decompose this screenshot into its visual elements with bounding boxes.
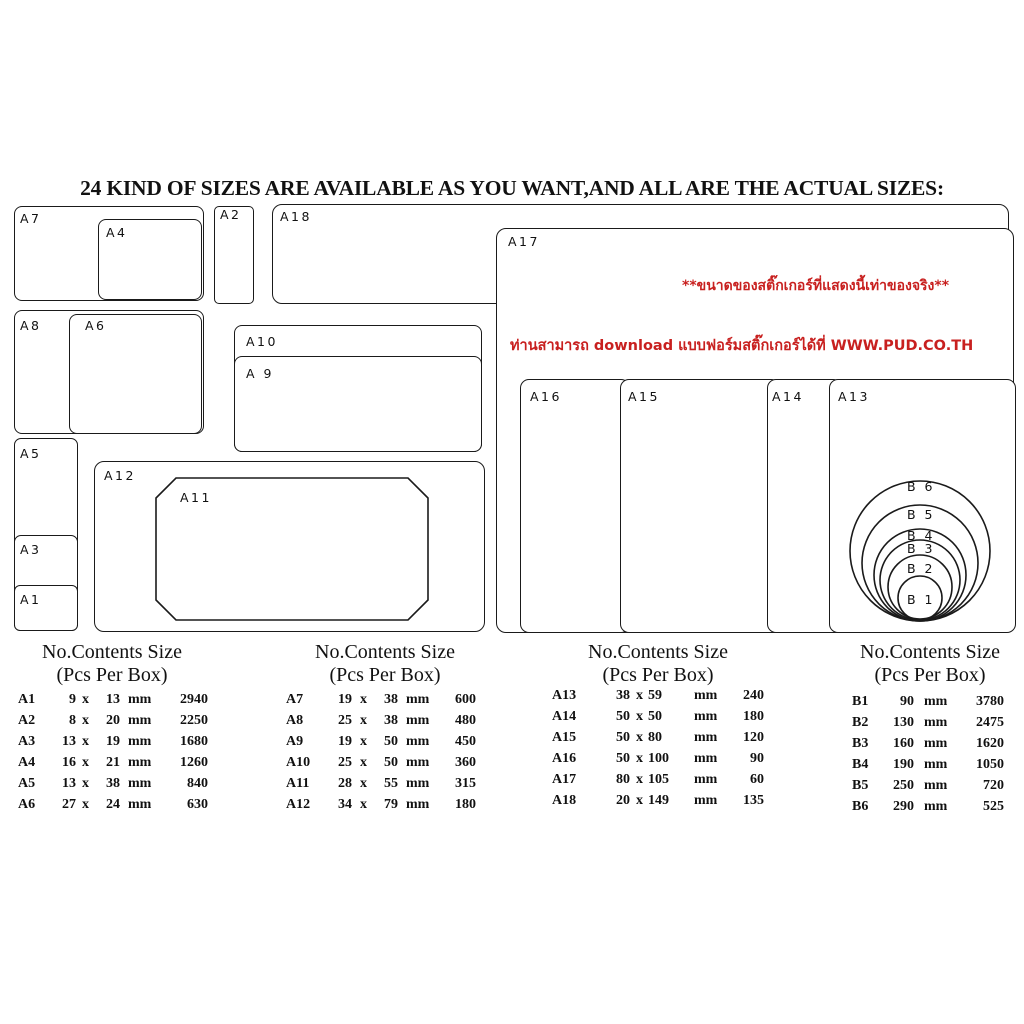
table-cell: A8 — [286, 713, 304, 728]
table-cell: 90 — [750, 751, 764, 766]
table-cell: 525 — [983, 799, 1004, 814]
table-cell: mm — [924, 778, 948, 793]
table-cell: x — [360, 692, 367, 707]
table-cell: 19 — [338, 692, 352, 707]
table-cell: 55 — [384, 776, 398, 791]
table-row — [552, 749, 772, 769]
label-a18: A18 — [280, 209, 312, 224]
table-cell: 149 — [648, 793, 669, 808]
note-download: ท่านสามารถ download แบบฟอร์มสติ๊กเกอร์ได้ที่ WWW.PUD.CO.TH — [510, 338, 974, 354]
table-row — [18, 732, 218, 752]
table-cell: B5 — [852, 778, 869, 793]
table-row — [18, 774, 218, 794]
table-cell: A17 — [552, 772, 577, 787]
table-cell: A5 — [18, 776, 36, 791]
table-cell: B2 — [852, 715, 869, 730]
table-cell: 38 — [384, 692, 398, 707]
label-b6: B 6 — [907, 479, 936, 494]
table-cell: 9 — [69, 692, 76, 707]
table-cell: A11 — [286, 776, 310, 791]
table-cell: A15 — [552, 730, 577, 745]
table-cell: mm — [924, 757, 948, 772]
table-cell: 130 — [893, 715, 914, 730]
table-cell: 2940 — [180, 692, 208, 707]
table-row — [552, 728, 772, 748]
table-cell: 27 — [62, 797, 76, 812]
table-cell: 34 — [338, 797, 352, 812]
label-a8: A8 — [20, 318, 42, 333]
table-cell: A2 — [18, 713, 36, 728]
table-cell: mm — [406, 692, 430, 707]
table-cell: mm — [694, 688, 718, 703]
table-cell: mm — [694, 709, 718, 724]
table-row — [286, 774, 486, 794]
table-cell: 360 — [455, 755, 476, 770]
table-cell: 28 — [338, 776, 352, 791]
label-a6: A6 — [85, 318, 107, 333]
table-row — [552, 791, 772, 811]
table-cell: x — [360, 713, 367, 728]
table-cell: 13 — [62, 776, 76, 791]
table-cell: A9 — [286, 734, 304, 749]
table-cell: 79 — [384, 797, 398, 812]
label-a4: A4 — [106, 225, 128, 240]
table-cell: 50 — [616, 751, 630, 766]
table-cell: mm — [128, 755, 152, 770]
table-cell: x — [636, 688, 643, 703]
table-cell: mm — [694, 751, 718, 766]
table-cell: 600 — [455, 692, 476, 707]
label-a12: A12 — [104, 468, 136, 483]
table-cell: 1620 — [976, 736, 1004, 751]
table-cell: 50 — [616, 730, 630, 745]
table-cell: x — [636, 793, 643, 808]
table-cell: 160 — [893, 736, 914, 751]
label-a11: A11 — [180, 490, 212, 505]
label-a13: A13 — [838, 389, 870, 404]
table-cell: mm — [128, 797, 152, 812]
table-cell: mm — [924, 694, 948, 709]
label-b5: B 5 — [907, 507, 936, 522]
table-cell: 59 — [648, 688, 662, 703]
table-cell: A4 — [18, 755, 36, 770]
table-cell: 190 — [893, 757, 914, 772]
table-cell: 1050 — [976, 757, 1004, 772]
label-a5: A5 — [20, 446, 42, 461]
label-b4: B 4 — [907, 528, 936, 543]
label-a3: A3 — [20, 542, 42, 557]
table-cell: A10 — [286, 755, 311, 770]
table-cell: 2475 — [976, 715, 1004, 730]
table-row — [552, 770, 772, 790]
table-cell: 38 — [616, 688, 630, 703]
table-subtitle: (Pcs Per Box) — [874, 664, 986, 686]
table-cell: 1260 — [180, 755, 208, 770]
table-cell: A16 — [552, 751, 577, 766]
table-cell: 25 — [338, 713, 352, 728]
table-cell: A6 — [18, 797, 36, 812]
table-cell: mm — [406, 755, 430, 770]
label-a16: A16 — [530, 389, 562, 404]
table-cell: x — [82, 692, 89, 707]
table-cell: 20 — [106, 713, 120, 728]
table-cell: 50 — [648, 709, 662, 724]
table-cell: 13 — [106, 692, 120, 707]
table-row — [286, 753, 486, 773]
table-cell: mm — [406, 797, 430, 812]
table-cell: x — [636, 751, 643, 766]
table-cell: 80 — [616, 772, 630, 787]
table-cell: x — [360, 776, 367, 791]
table-row — [18, 753, 218, 773]
table-cell: x — [360, 755, 367, 770]
table-cell: 38 — [384, 713, 398, 728]
table-cell: 21 — [106, 755, 120, 770]
table-cell: 840 — [187, 776, 208, 791]
table-cell: 19 — [338, 734, 352, 749]
table-cell: x — [82, 755, 89, 770]
table-cell: mm — [694, 730, 718, 745]
table-cell: A7 — [286, 692, 304, 707]
table-cell: 450 — [455, 734, 476, 749]
table-cell: mm — [694, 793, 718, 808]
label-a17: A17 — [508, 234, 540, 249]
label-a15: A15 — [628, 389, 660, 404]
table-row — [552, 707, 772, 727]
table-cell: mm — [924, 736, 948, 751]
table-cell: 180 — [743, 709, 764, 724]
table-cell: x — [360, 797, 367, 812]
table-cell: 50 — [616, 709, 630, 724]
table-cell: 100 — [648, 751, 669, 766]
table-cell: x — [636, 772, 643, 787]
table-cell: mm — [128, 776, 152, 791]
label-a9: A 9 — [246, 366, 274, 381]
table-cell: x — [636, 730, 643, 745]
note-actual-size: **ขนาดของสติ๊กเกอร์ที่แสดงนี้เท่าของจริง** — [682, 278, 950, 294]
table-cell: x — [82, 797, 89, 812]
table-cell: mm — [128, 692, 152, 707]
table-cell: B4 — [852, 757, 869, 772]
table-cell: mm — [694, 772, 718, 787]
table-cell: 19 — [106, 734, 120, 749]
label-a1: A1 — [20, 592, 42, 607]
table-cell: 3780 — [976, 694, 1004, 709]
table-cell: x — [82, 713, 89, 728]
table-cell: 315 — [455, 776, 476, 791]
table-cell: 13 — [62, 734, 76, 749]
table-row — [18, 795, 218, 815]
table-cell: x — [82, 776, 89, 791]
table-row — [552, 686, 772, 706]
table-cell: mm — [128, 713, 152, 728]
table-cell: 1680 — [180, 734, 208, 749]
table-cell: A12 — [286, 797, 311, 812]
table-cell: 60 — [750, 772, 764, 787]
table-row — [852, 776, 1012, 796]
table-subtitle: (Pcs Per Box) — [602, 664, 714, 686]
table-cell: 120 — [743, 730, 764, 745]
label-b3: B 3 — [907, 541, 936, 556]
table-title: No.Contents Size — [42, 641, 182, 663]
label-a10: A10 — [246, 334, 278, 349]
table-cell: mm — [406, 734, 430, 749]
table-cell: A14 — [552, 709, 577, 724]
table-cell: 480 — [455, 713, 476, 728]
table-cell: 630 — [187, 797, 208, 812]
table-row — [852, 797, 1012, 817]
table-row — [852, 713, 1012, 733]
table-cell: A3 — [18, 734, 36, 749]
table-title: No.Contents Size — [860, 641, 1000, 663]
table-cell: mm — [924, 715, 948, 730]
table-cell: 20 — [616, 793, 630, 808]
table-cell: 90 — [900, 694, 914, 709]
table-cell: 290 — [893, 799, 914, 814]
table-cell: 80 — [648, 730, 662, 745]
table-cell: x — [82, 734, 89, 749]
label-b2: B 2 — [907, 561, 936, 576]
table-row — [18, 690, 218, 710]
table-cell: 8 — [69, 713, 76, 728]
table-cell: mm — [406, 776, 430, 791]
table-cell: A1 — [18, 692, 36, 707]
table-cell: mm — [128, 734, 152, 749]
table-cell: A13 — [552, 688, 577, 703]
label-b1: B 1 — [907, 592, 936, 607]
table-title: No.Contents Size — [315, 641, 455, 663]
table-cell: x — [360, 734, 367, 749]
headline: 24 KIND OF SIZES ARE AVAILABLE AS YOU WANT,AND ALL ARE THE ACTUAL SIZES: — [80, 176, 944, 200]
table-cell: 135 — [743, 793, 764, 808]
table-row — [852, 755, 1012, 775]
table-row — [286, 795, 486, 815]
table-row — [286, 711, 486, 731]
table-cell: B6 — [852, 799, 869, 814]
table-cell: mm — [406, 713, 430, 728]
label-a2: A2 — [220, 207, 242, 222]
table-cell: 2250 — [180, 713, 208, 728]
table-cell: 24 — [106, 797, 120, 812]
table-cell: 25 — [338, 755, 352, 770]
table-cell: B3 — [852, 736, 869, 751]
table-cell: 105 — [648, 772, 669, 787]
table-subtitle: (Pcs Per Box) — [56, 664, 168, 686]
table-cell: 38 — [106, 776, 120, 791]
table-row — [852, 734, 1012, 754]
table-cell: mm — [924, 799, 948, 814]
table-cell: 180 — [455, 797, 476, 812]
table-cell: 240 — [743, 688, 764, 703]
table-cell: 720 — [983, 778, 1004, 793]
table-cell: 50 — [384, 734, 398, 749]
table-row — [286, 690, 486, 710]
table-row — [286, 732, 486, 752]
table-subtitle: (Pcs Per Box) — [329, 664, 441, 686]
table-cell: 50 — [384, 755, 398, 770]
table-cell: B1 — [852, 694, 869, 709]
label-a7: A7 — [20, 211, 42, 226]
table-cell: A18 — [552, 793, 577, 808]
table-row — [852, 692, 1012, 712]
label-a14: A14 — [772, 389, 804, 404]
table-cell: x — [636, 709, 643, 724]
table-title: No.Contents Size — [588, 641, 728, 663]
table-cell: 250 — [893, 778, 914, 793]
table-row — [18, 711, 218, 731]
table-cell: 16 — [62, 755, 76, 770]
